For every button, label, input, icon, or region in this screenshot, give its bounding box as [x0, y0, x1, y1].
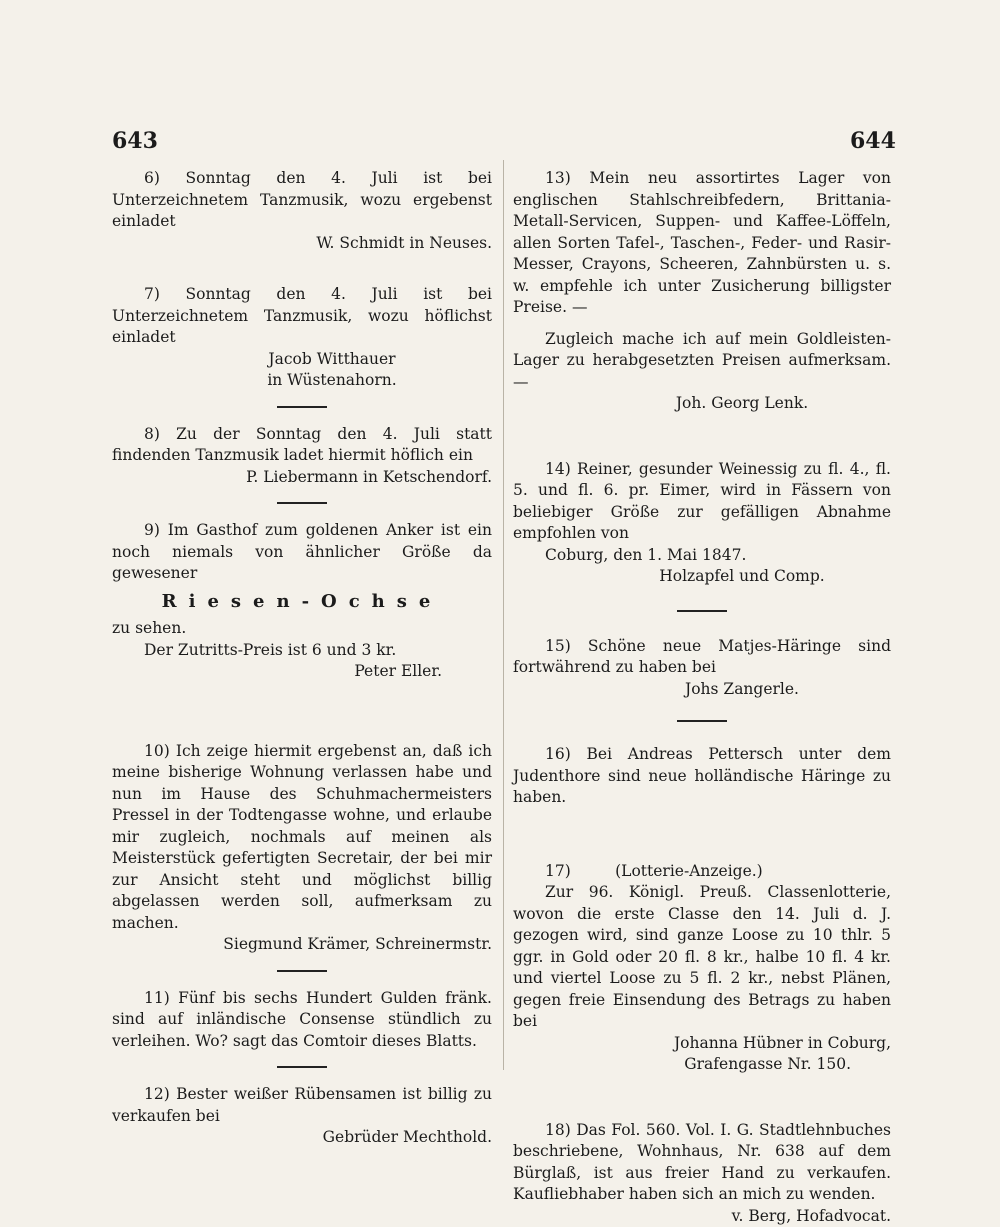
- separator-rule: [277, 1066, 327, 1068]
- notice-8: 8) Zu der Sonntag den 4. Juli statt findenden Tanzmusik ladet hiermit höflich ein: [112, 424, 492, 467]
- notice-13: 13) Mein neu assortirtes Lager von englischen Stahlschreibfedern, Brittania-Metall-Servicen, Suppen- und Kaffee-Löffeln, allen Sorten Tafel-, Taschen-, Feder- und Rasir-Messer, Crayons, Scheeren, Zahnbürsten u. s. w. empfehle ich unter Zusicherung billigster Preise. —: [513, 168, 891, 319]
- notice-7-signature: Jacob Witthauer: [112, 349, 492, 371]
- column-divider: [503, 160, 504, 1070]
- notice-15: 15) Schöne neue Matjes-Häringe sind fortwährend zu haben bei: [513, 636, 891, 679]
- separator-rule: [677, 610, 727, 612]
- separator-rule: [277, 502, 327, 504]
- notice-7-signature-place: in Wüstenahorn.: [112, 370, 492, 392]
- notice-9: 9) Im Gasthof zum goldenen Anker ist ein noch niemals von ähnlicher Größe da gewesener: [112, 520, 492, 585]
- notice-17-signature: Johanna Hübner in Coburg,: [513, 1033, 891, 1055]
- notice-17-heading: 17) (Lotterie-Anzeige.): [513, 861, 891, 883]
- notice-14-date: Coburg, den 1. Mai 1847.: [513, 545, 891, 567]
- notice-13-addendum: Zugleich mache ich auf mein Goldleisten-Lager zu herabgesetzten Preisen aufmerksam. —: [513, 329, 891, 394]
- notice-10: 10) Ich zeige hiermit ergebenst an, daß ich meine bisherige Wohnung verlassen habe und nun im Hause des Schuhmachermeisters Pressel in der Todtengasse wohne, und erlaube mir zugleich, nochmals auf meinen als Meisterstück gefertigten Secretair, der bei mir zur Ansicht steht und möglichst billig abgelassen werden soll, aufmerksam zu machen.: [112, 741, 492, 935]
- notice-6-signature: W. Schmidt in Neuses.: [112, 233, 492, 255]
- separator-rule: [277, 970, 327, 972]
- notice-12: 12) Bester weißer Rübensamen ist billig zu verkaufen bei: [112, 1084, 492, 1127]
- right-column: [513, 168, 891, 1227]
- page-number-right: 644: [850, 128, 896, 154]
- notice-7: 7) Sonntag den 4. Juli ist bei Unterzeichnetem Tanzmusik, wozu höflichst einladet: [112, 284, 492, 349]
- notice-9-title: Riesen-Ochse: [112, 591, 492, 613]
- notice-18-signature: v. Berg, Hofadvocat.: [513, 1206, 891, 1227]
- notice-16: 16) Bei Andreas Pettersch unter dem Judenthore sind neue holländische Häringe zu haben.: [513, 744, 891, 809]
- separator-rule: [277, 406, 327, 408]
- notice-17-signature-address: Grafengasse Nr. 150.: [513, 1054, 891, 1076]
- notice-11: 11) Fünf bis sechs Hundert Gulden fränk. sind auf inländische Consense stündlich zu verleihen. Wo? sagt das Comtoir dieses Blatts.: [112, 988, 492, 1053]
- notice-9-signature: Peter Eller.: [112, 661, 492, 683]
- separator-rule: [677, 720, 727, 722]
- notice-13-signature: Joh. Georg Lenk.: [513, 393, 891, 415]
- page-number-left: 643: [112, 128, 158, 154]
- notice-6: 6) Sonntag den 4. Juli ist bei Unterzeichnetem Tanzmusik, wozu ergebenst einladet: [112, 168, 492, 233]
- notice-9-after: zu sehen.: [112, 618, 492, 640]
- left-column: [112, 168, 492, 1149]
- notice-15-signature: Johs Zangerle.: [513, 679, 891, 701]
- notice-18: 18) Das Fol. 560. Vol. I. G. Stadtlehnbuches beschriebene, Wohnhaus, Nr. 638 auf dem Bürglaß, ist aus freier Hand zu verkaufen. Kaufliebhaber haben sich an mich zu wenden.: [513, 1120, 891, 1206]
- notice-14-signature: Holzapfel und Comp.: [513, 566, 891, 588]
- notice-12-signature: Gebrüder Mechthold.: [112, 1127, 492, 1149]
- notice-8-signature: P. Liebermann in Ketschendorf.: [112, 467, 492, 489]
- notice-14: 14) Reiner, gesunder Weinessig zu fl. 4., fl. 5. und fl. 6. pr. Eimer, wird in Fässern von beliebiger Größe zur gefälligen Abnahme empfohlen von: [513, 459, 891, 545]
- notice-10-signature: Siegmund Krämer, Schreinermstr.: [112, 934, 492, 956]
- notice-9-price: Der Zutritts-Preis ist 6 und 3 kr.: [112, 640, 492, 662]
- notice-17: Zur 96. Königl. Preuß. Classenlotterie, wovon die erste Classe den 14. Juli d. J. gezogen wird, sind ganze Loose zu 10 thlr. 5 ggr. in Gold oder 20 fl. 8 kr., halbe 10 fl. 4 kr. und viertel Loose zu 5 fl. 2 kr., nebst Plänen, gegen freie Einsendung des Betrags zu haben bei: [513, 882, 891, 1033]
